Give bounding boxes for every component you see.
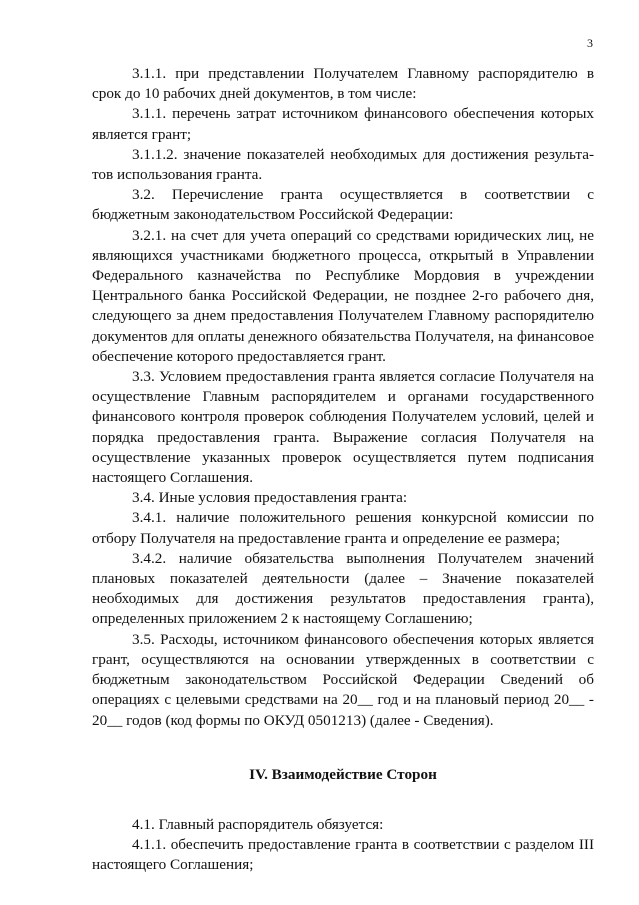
paragraph-3-4: 3.4. Иные условия предоставления гранта: <box>132 489 408 507</box>
paragraph-4-1-1: 4.1.1. обеспечить предоставление гранта в соответствии с разделом III настоящего Соглашения; <box>92 836 594 874</box>
section-heading: IV. Взаимодействие Сторон <box>249 765 437 783</box>
paragraph-3-1-1-cost-list: 3.1.1. перечень затрат источником финансового обеспечения которых является грант; <box>92 105 594 143</box>
paragraph-3-1-1-2: 3.1.1.2. значение показателей необходимых для достижения результатов использования гранта. <box>92 145 594 184</box>
paragraph-3-2: 3.2. Перечисление гранта осуществляется в соответствии с бюджетным законодательством Российской Федерации: <box>92 186 594 224</box>
paragraph-3-1-1: 3.1.1. при представлении Получателем Главному распорядителю в срок до 10 рабочих дней документов, в том числе: <box>92 65 594 103</box>
paragraph-3-4-2: 3.4.2. наличие обязательства выполнения Получателем значений плановых показателей деятельности (далее – Значение показателей необходимых для достижения результатов предоставления гранта), определенных приложением 2 к настоящему Соглашению; <box>92 549 594 628</box>
paragraph-4-1: 4.1. Главный распорядитель обязуется: <box>132 815 384 833</box>
document-body <box>92 64 594 876</box>
paragraph-3-2-1: 3.2.1. на счет для учета операций со средствами юридических лиц, не являющихся участниками бюджетного процесса, открытый в Управлении Федерального казначейства по Республике Мордовия в учреждении Центрального банка Российской Федерации, не позднее 2-го рабочего дня, следующего за днем предоставления Получателем Главному распорядителю документов для оплаты денежного обязательства Получателя, на финансовое обеспечение которого предоставляется грант. <box>92 226 594 365</box>
page-number: 3 <box>587 36 593 50</box>
paragraph-3-5: 3.5. Расходы, источником финансового обеспечения которых является грант, осуществляются на основании утвержденных в соответствии с бюджетным законодательством Российской Федерации Сведений об операциях с целевыми средствами на 20__ год и на плановый период 20__ - 20__ годов (код формы по ОКУД 0501213) (далее - Сведения). <box>92 630 594 729</box>
paragraph-3-4-1: 3.4.1. наличие положительного решения конкурсной комиссии по отбору Получателя на предоставление гранта и определение ее размера; <box>92 509 594 547</box>
paragraph-3-3: 3.3. Условием предоставления гранта является согласие Получателя на осуществление Главным распорядителем и органами государственного финансового контроля проверок соблюдения Получателем условий, целей и порядка предоставления гранта. Выражение согласия Получателя на осуществление указанных проверок осуществляется путем подписания настоящего Соглашения. <box>92 368 594 487</box>
